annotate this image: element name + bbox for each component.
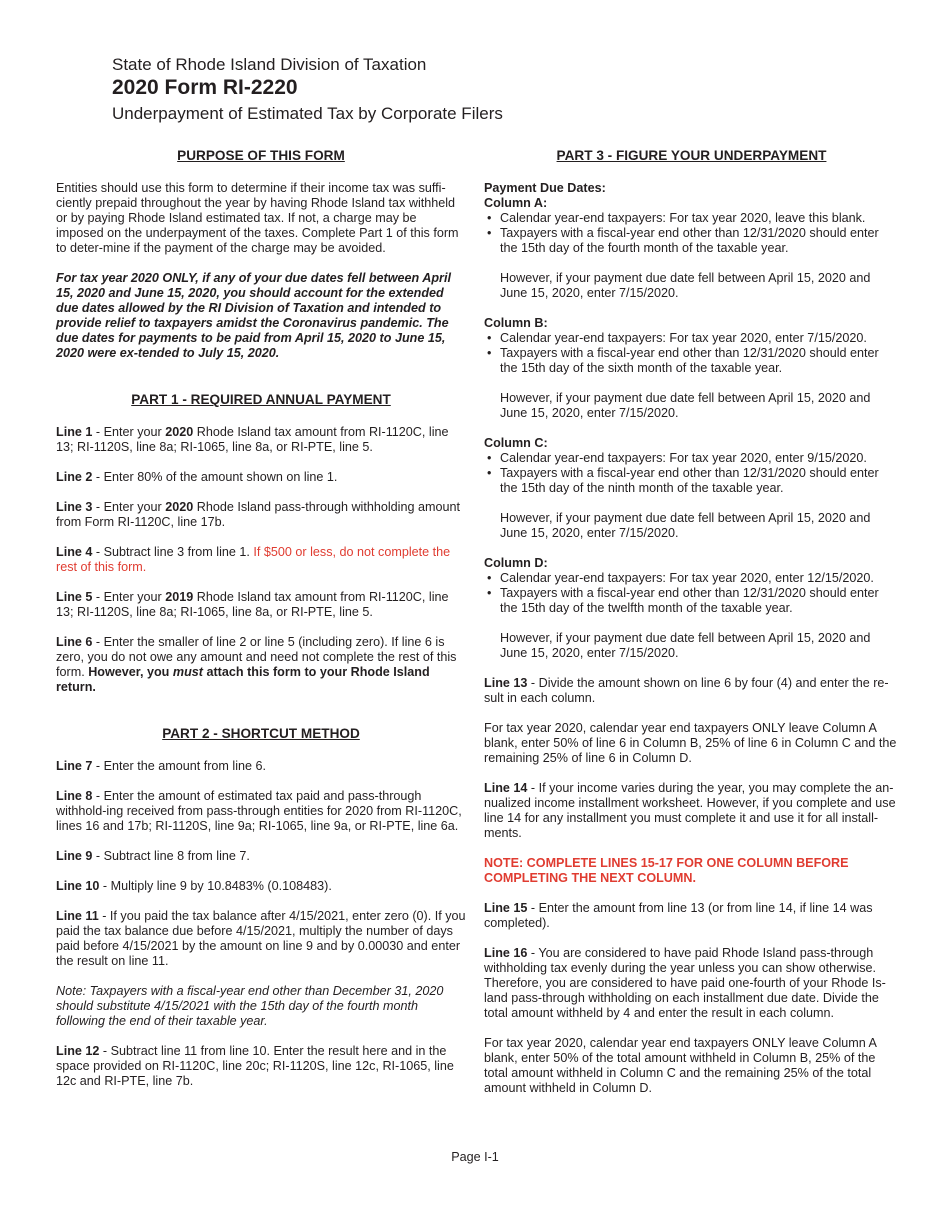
line12-instruction: Line 12 - Subtract line 11 from line 10. Enter the result here and in the space provided on RI-1120C, line 20c; RI-1120S, line 12c, RI-1065, line 12c and RI-PTE, line 7b.	[56, 1044, 454, 1088]
column-a-label: Column A:	[484, 196, 548, 210]
line-label: Line 13	[484, 676, 528, 690]
column-d-however: However, if your payment due date fell between April 15, 2020 and June 15, 2020, enter 7/15/2020.	[500, 631, 871, 660]
list-item: • Calendar year-end taxpayers: For tax year 2020, enter 9/15/2020.	[484, 451, 899, 466]
covid-extension-paragraph: For tax year 2020 ONLY, if any of your due dates fell between April 15, 2020 and June 15, 2020, you should account for the extended due dates allowed by the RI Division of Taxation and intended to provide relief to taxpayers amidst the Coronavirus pandemic. The due dates for payments to be paid from April 15, 2020 to June 15, 2020 were ex-tended to July 15, 2020.	[56, 271, 451, 360]
form-subtitle: Underpayment of Estimated Tax by Corporate Filers	[112, 104, 503, 123]
line-label: Line 15	[484, 901, 528, 915]
column-d-section	[484, 556, 899, 676]
line1-instruction: Line 1 - Enter your 2020 Rhode Island tax amount from RI-1120C, line 13; RI-1120S, line 8a; RI-1065, line 8a, or RI-PTE, line 5.	[56, 425, 449, 454]
line-label: Line 16	[484, 946, 528, 960]
column-b-label: Column B:	[484, 316, 548, 330]
complete-columns-note: NOTE: COMPLETE LINES 15-17 FOR ONE COLUMN BEFORE COMPLETING THE NEXT COLUMN.	[484, 856, 849, 885]
list-item: • Calendar year-end taxpayers: For tax year 2020, enter 12/15/2020.	[484, 571, 899, 586]
line8-instruction: Line 8 - Enter the amount of estimated tax paid and pass-through withhold-ing received from pass-through entities for 2020 from RI-1120C, lines 16 and 17b; RI-1120S, line 9a; RI-1065, line 9a, or RI-PTE, line 6a.	[56, 789, 462, 833]
purpose-heading: PURPOSE OF THIS FORM	[177, 148, 345, 163]
line13-note: For tax year 2020, calendar year end taxpayers ONLY leave Column A blank, enter 50% of line 6 in Column B, 25% of line 6 in Column C and the remaining 25% of line 6 in Column D.	[484, 721, 897, 765]
line15-instruction: Line 15 - Enter the amount from line 13 (or from line 14, if line 14 was completed).	[484, 901, 873, 930]
line-label: Line 3	[56, 500, 93, 514]
line13-instruction: Line 13 - Divide the amount shown on line 6 by four (4) and enter the re-sult in each column.	[484, 676, 889, 705]
line-label: Line 12	[56, 1044, 100, 1058]
list-item: • Taxpayers with a fiscal-year end other than 12/31/2020 should enter the 15th day of the twelfth month of the taxable year.	[484, 586, 899, 616]
column-b-however: However, if your payment due date fell between April 15, 2020 and June 15, 2020, enter 7/15/2020.	[500, 391, 871, 420]
page-number: Page I-1	[451, 1150, 499, 1164]
left-column	[56, 147, 466, 1104]
list-item: • Taxpayers with a fiscal-year end other than 12/31/2020 should enter the 15th day of the sixth month of the taxable year.	[484, 346, 899, 376]
right-column	[484, 147, 899, 1111]
line6-instruction: Line 6 - Enter the smaller of line 2 or line 5 (including zero). If line 6 is zero, you do not owe any amount and need not complete the rest of this form. However, you must attach this form to your Rhode Island return.	[56, 635, 457, 694]
form-title: 2020 Form RI-2220	[112, 76, 298, 99]
line5-instruction: Line 5 - Enter your 2019 Rhode Island tax amount from RI-1120C, line 13; RI-1120S, line 8a; RI-1065, line 8a, or RI-PTE, line 5.	[56, 590, 449, 619]
line14-instruction: Line 14 - If your income varies during the year, you may complete the an-nualized income installment worksheet. However, if you complete and use line 14 for any installment you must complete it and use it for all install-ments.	[484, 781, 896, 840]
form-header	[112, 54, 503, 125]
purpose-paragraph: Entities should use this form to determine if their income tax was suffi-ciently prepaid throughout the year by having Rhode Island tax withheld or by paying Rhode Island estimated tax. If not, a charge may be imposed on the underpayment of the taxes. Complete Part 1 of this form to deter-mine if the payment of the charge may be avoided.	[56, 181, 459, 255]
line7-instruction: Line 7 - Enter the amount from line 6.	[56, 759, 267, 773]
line16-note: For tax year 2020, calendar year end taxpayers ONLY leave Column A blank, enter 50% of the total amount withheld in Column B, 25% of the total amount withheld in Column C and the remaining 25% of the total amount withheld in Column D.	[484, 1036, 877, 1095]
column-c-label: Column C:	[484, 436, 548, 450]
column-a-section	[484, 196, 899, 316]
column-a-however: However, if your payment due date fell between April 15, 2020 and June 15, 2020, enter 7/15/2020.	[500, 271, 871, 300]
line2-instruction: Line 2 - Enter 80% of the amount shown on line 1.	[56, 470, 338, 484]
column-c-however: However, if your payment due date fell between April 15, 2020 and June 15, 2020, enter 7/15/2020.	[500, 511, 871, 540]
part1-heading: PART 1 - REQUIRED ANNUAL PAYMENT	[131, 392, 391, 407]
fiscal-year-note: Note: Taxpayers with a fiscal-year end other than December 31, 2020 should substitute 4/15/2021 with the 15th day of the fourth month following the end of their taxable year.	[56, 984, 444, 1028]
agency-name: State of Rhode Island Division of Taxation	[112, 55, 427, 74]
line-label: Line 11	[56, 909, 99, 923]
line-label: Line 1	[56, 425, 93, 439]
line-label: Line 5	[56, 590, 93, 604]
line10-instruction: Line 10 - Multiply line 9 by 10.8483% (0.108483).	[56, 879, 332, 893]
column-b-section	[484, 316, 899, 436]
part2-heading: PART 2 - SHORTCUT METHOD	[162, 726, 360, 741]
column-d-label: Column D:	[484, 556, 548, 570]
due-dates-label: Payment Due Dates:	[484, 181, 606, 195]
line-label: Line 4	[56, 545, 93, 559]
line-label: Line 10	[56, 879, 100, 893]
line-label: Line 8	[56, 789, 93, 803]
list-item: • Calendar year-end taxpayers: For tax year 2020, leave this blank.	[484, 211, 899, 226]
line4-warning: If $500 or less, do not complete the rest of this form.	[56, 545, 451, 574]
list-item: • Taxpayers with a fiscal-year end other than 12/31/2020 should enter the 15th day of the ninth month of the taxable year.	[484, 466, 899, 496]
line-label: Line 6	[56, 635, 93, 649]
list-item: • Calendar year-end taxpayers: For tax year 2020, enter 7/15/2020.	[484, 331, 899, 346]
line-label: Line 2	[56, 470, 93, 484]
line4-instruction: Line 4 - Subtract line 3 from line 1. If $500 or less, do not complete the rest of this form.	[56, 545, 451, 574]
list-item: • Taxpayers with a fiscal-year end other than 12/31/2020 should enter the 15th day of the fourth month of the taxable year.	[484, 226, 899, 256]
line-label: Line 7	[56, 759, 93, 773]
part3-heading: PART 3 - FIGURE YOUR UNDERPAYMENT	[556, 148, 827, 163]
line16-instruction: Line 16 - You are considered to have paid Rhode Island pass-through withholding tax evenly during the year unless you can show otherwise. Therefore, you are considered to have paid one-fourth of your Rhode Is-land pass-through withholding on each installment due date. Divide the total amount withheld by 4 and enter the result in each column.	[484, 946, 886, 1020]
line-label: Line 9	[56, 849, 93, 863]
line-label: Line 14	[484, 781, 528, 795]
line9-instruction: Line 9 - Subtract line 8 from line 7.	[56, 849, 250, 863]
line11-instruction: Line 11 - If you paid the tax balance after 4/15/2021, enter zero (0). If you paid the tax balance due before 4/15/2021, multiply the number of days paid before 4/15/2021 by the amount on line 9 and by 0.00030 and enter the result on line 11.	[56, 909, 466, 968]
line3-instruction: Line 3 - Enter your 2020 Rhode Island pass-through withholding amount from Form RI-1120C, line 17b.	[56, 500, 460, 529]
column-c-section	[484, 436, 899, 556]
